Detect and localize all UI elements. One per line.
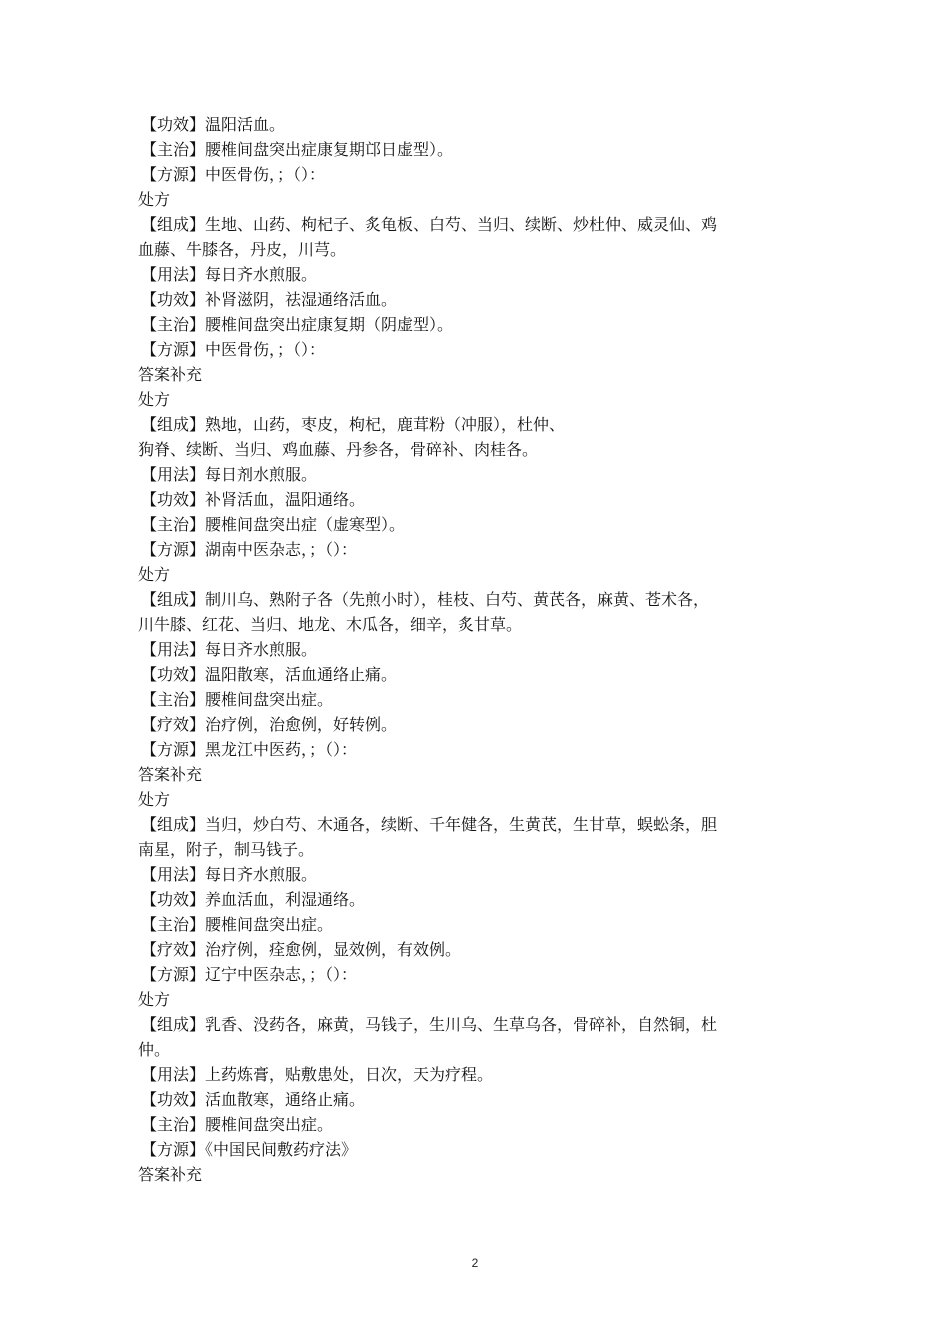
text-line: 处方 bbox=[138, 790, 171, 809]
text-line: 处方 bbox=[138, 990, 171, 1009]
field-line: 【方源】辽宁中医杂志，；（）： bbox=[141, 965, 358, 984]
field-line: 【方源】黑龙江中医药，；（）： bbox=[141, 740, 358, 759]
field-line: 【主治】腰椎间盘突出症。 bbox=[141, 915, 334, 934]
text-line: 血藤、牛膝各，丹皮，川芎。 bbox=[138, 240, 347, 259]
field-line: 【方源】中医骨伤，；（）： bbox=[141, 165, 326, 184]
field-line: 【功效】养血活血，利湿通络。 bbox=[141, 890, 366, 909]
field-line: 【方源】《中国民间敷药疗法》 bbox=[141, 1140, 358, 1159]
document-body bbox=[138, 112, 810, 1187]
text-line: 仲。 bbox=[138, 1040, 171, 1059]
field-line: 【组成】乳香、没药各，麻黄，马钱子，生川乌、生草乌各，骨碎补，自然铜，杜 bbox=[141, 1015, 718, 1034]
field-line: 【主治】腰椎间盘突出症康复期邙日虚型）。 bbox=[141, 140, 454, 159]
field-line: 【组成】制川乌、熟附子各（先煎小时），桂枝、白芍、黄芪各，麻黄、苍术各， bbox=[141, 590, 710, 609]
field-line: 【功效】活血散寒，通络止痛。 bbox=[141, 1090, 366, 1109]
field-line: 【用法】每日齐水煎服。 bbox=[141, 265, 318, 284]
field-line: 【主治】腰椎间盘突出症。 bbox=[141, 1115, 334, 1134]
text-line: 答案补充 bbox=[138, 1165, 203, 1184]
field-line: 【组成】生地、山药、枸杞子、炙龟板、白芍、当归、续断、炒杜仲、威灵仙、鸡 bbox=[141, 215, 718, 234]
field-line: 【主治】腰椎间盘突出症（虚寒型）。 bbox=[141, 515, 406, 534]
page-number: 2 bbox=[471, 1256, 479, 1270]
field-line: 【方源】中医骨伤，；（）： bbox=[141, 340, 326, 359]
text-line: 南星，附子，制马钱子。 bbox=[138, 840, 315, 859]
field-line: 【功效】补肾活血，温阳通络。 bbox=[141, 490, 366, 509]
field-line: 【主治】腰椎间盘突出症康复期（阴虚型）。 bbox=[141, 315, 454, 334]
field-line: 【疗效】治疗例，治愈例，好转例。 bbox=[141, 715, 398, 734]
text-line: 川牛膝、红花、当归、地龙、木瓜各，细辛，炙甘草。 bbox=[138, 615, 523, 634]
field-line: 【功效】补肾滋阴，祛湿通络活血。 bbox=[141, 290, 398, 309]
field-line: 【用法】每日齐水煎服。 bbox=[141, 865, 318, 884]
field-line: 【组成】当归，炒白芍、木通各，续断、千年健各，生黄芪，生甘草，蜈蚣条，胆 bbox=[141, 815, 718, 834]
text-line: 答案补充 bbox=[138, 765, 203, 784]
text-line: 处方 bbox=[138, 565, 171, 584]
field-line: 【疗效】治疗例，痊愈例，显效例，有效例。 bbox=[141, 940, 462, 959]
field-line: 【方源】湖南中医杂志，；（）： bbox=[141, 540, 358, 559]
field-line: 【功效】温阳活血。 bbox=[141, 115, 286, 134]
field-line: 【功效】温阳散寒，活血通络止痛。 bbox=[141, 665, 398, 684]
text-line: 狗脊、续断、当归、鸡血藤、丹参各，骨碎补、肉桂各。 bbox=[138, 440, 539, 459]
field-line: 【用法】上药炼膏，贴敷患处，日次，天为疗程。 bbox=[141, 1065, 494, 1084]
field-line: 【主治】腰椎间盘突出症。 bbox=[141, 690, 334, 709]
field-line: 【用法】每日齐水煎服。 bbox=[141, 640, 318, 659]
text-line: 处方 bbox=[138, 190, 171, 209]
text-line: 答案补充 bbox=[138, 365, 203, 384]
text-line: 处方 bbox=[138, 390, 171, 409]
field-line: 【用法】每日剂水煎服。 bbox=[141, 465, 318, 484]
field-line: 【组成】熟地，山药，枣皮，枸杞，鹿茸粉（冲服），杜仲、 bbox=[141, 415, 566, 434]
